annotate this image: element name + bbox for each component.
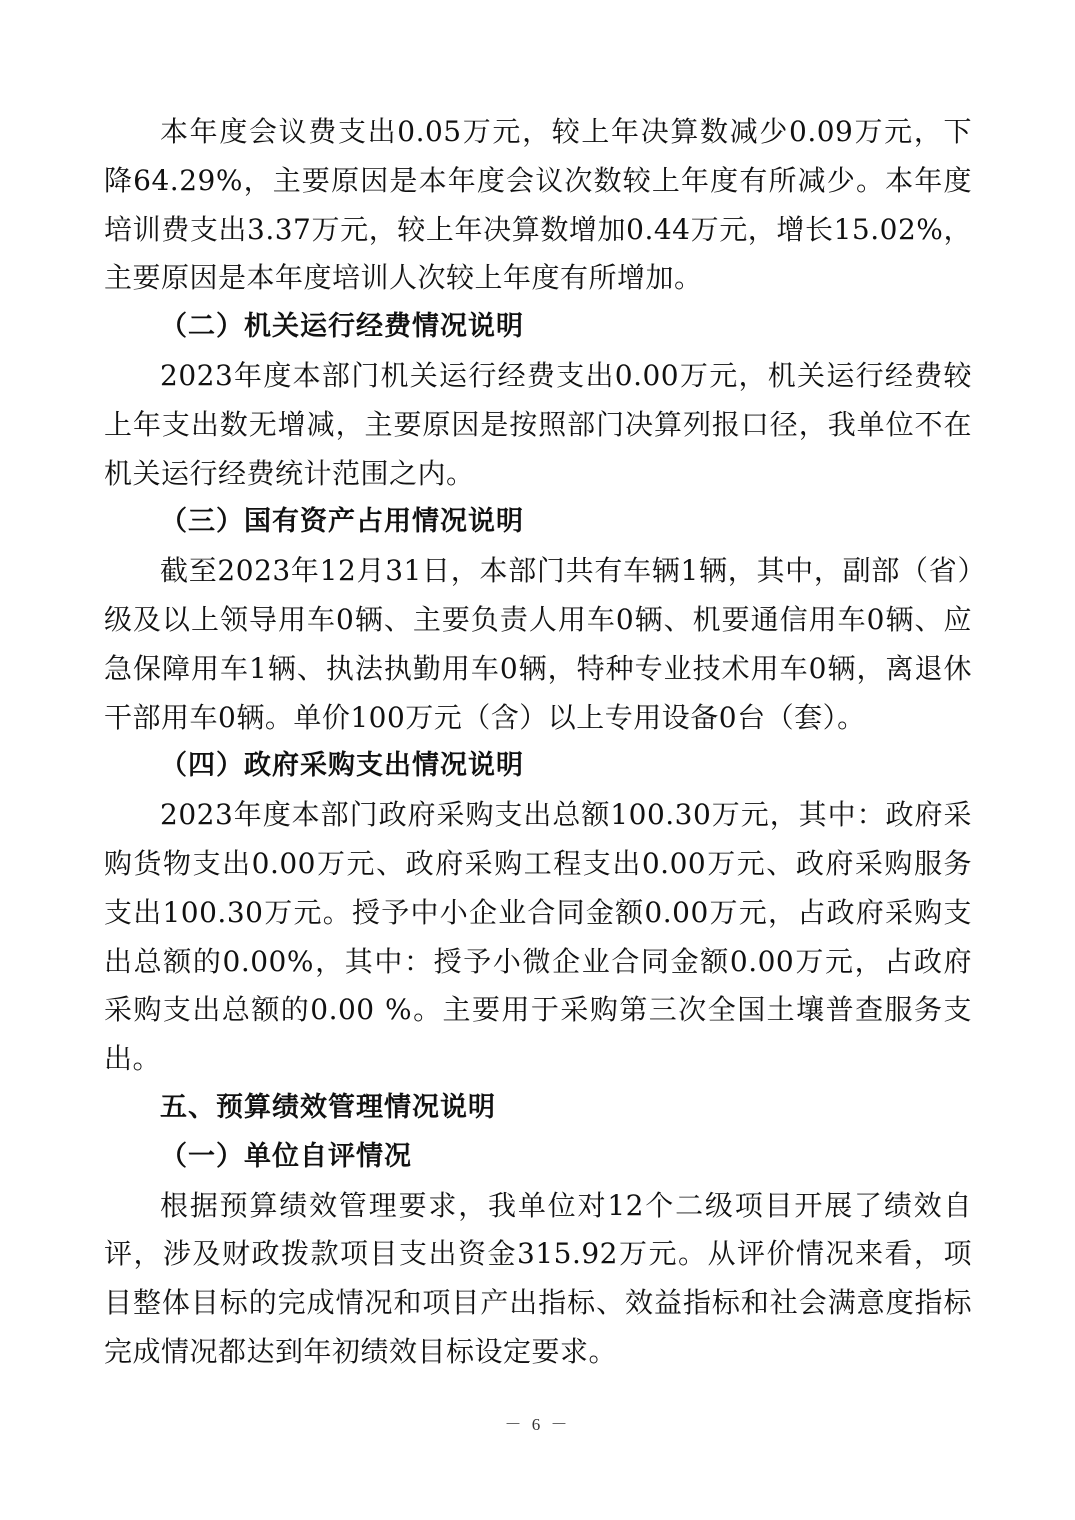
heading-self-evaluation: （一）单位自评情况 xyxy=(160,1140,412,1172)
heading-procurement: （四）政府采购支出情况说明 xyxy=(160,750,524,782)
paragraph-meeting-training-fees: 本年度会议费支出0.05万元，较上年决算数减少0.09万元，下降64.29%，主要原因是本年度会议次数较上年度有所减少。本年度培训费支出3.37万元，较上年决算数增加0.44万元，增长15.02%，主要原因是本年度培训人次较上年度有所增加。 xyxy=(104,115,972,295)
paragraph-operating-expenses: 2023年度本部门机关运行经费支出0.00万元，机关运行经费较上年支出数无增减，主要原因是按照部门决算列报口径，我单位不在机关运行经费统计范围之内。 xyxy=(104,358,972,490)
page-number: － 6 － xyxy=(504,1415,571,1434)
paragraph-procurement: 2023年度本部门政府采购支出总额100.30万元，其中：政府采购货物支出0.00万元、政府采购工程支出0.00万元、政府采购服务支出100.30万元。授予中小企业合同金额0.00万元，占政府采购支出总额的0.00%，其中：授予小微企业合同金额0.00万元，占政府采购支出总额的0.00 %。主要用于采购第三次全国土壤普查服务支出。 xyxy=(104,798,972,1076)
paragraph-self-evaluation: 根据预算绩效管理要求，我单位对12个二级项目开展了绩效自评，涉及财政拨款项目支出资金315.92万元。从评价情况来看，项目整体目标的完成情况和项目产出指标、效益指标和社会满意度指标完成情况都达到年初绩效目标设定要求。 xyxy=(104,1188,972,1368)
heading-operating-expenses: （二）机关运行经费情况说明 xyxy=(160,311,524,343)
heading-performance-management: 五、预算绩效管理情况说明 xyxy=(160,1091,496,1123)
document-body xyxy=(104,108,972,1377)
paragraph-state-assets: 截至2023年12月31日，本部门共有车辆1辆，其中，副部（省）级及以上领导用车0辆、主要负责人用车0辆、机要通信用车0辆、应急保障用车1辆、执法执勤用车0辆，特种专业技术用车0辆，离退休干部用车0辆。单价100万元（含）以上专用设备0台（套）。 xyxy=(104,554,972,734)
heading-state-assets: （三）国有资产占用情况说明 xyxy=(160,506,524,538)
